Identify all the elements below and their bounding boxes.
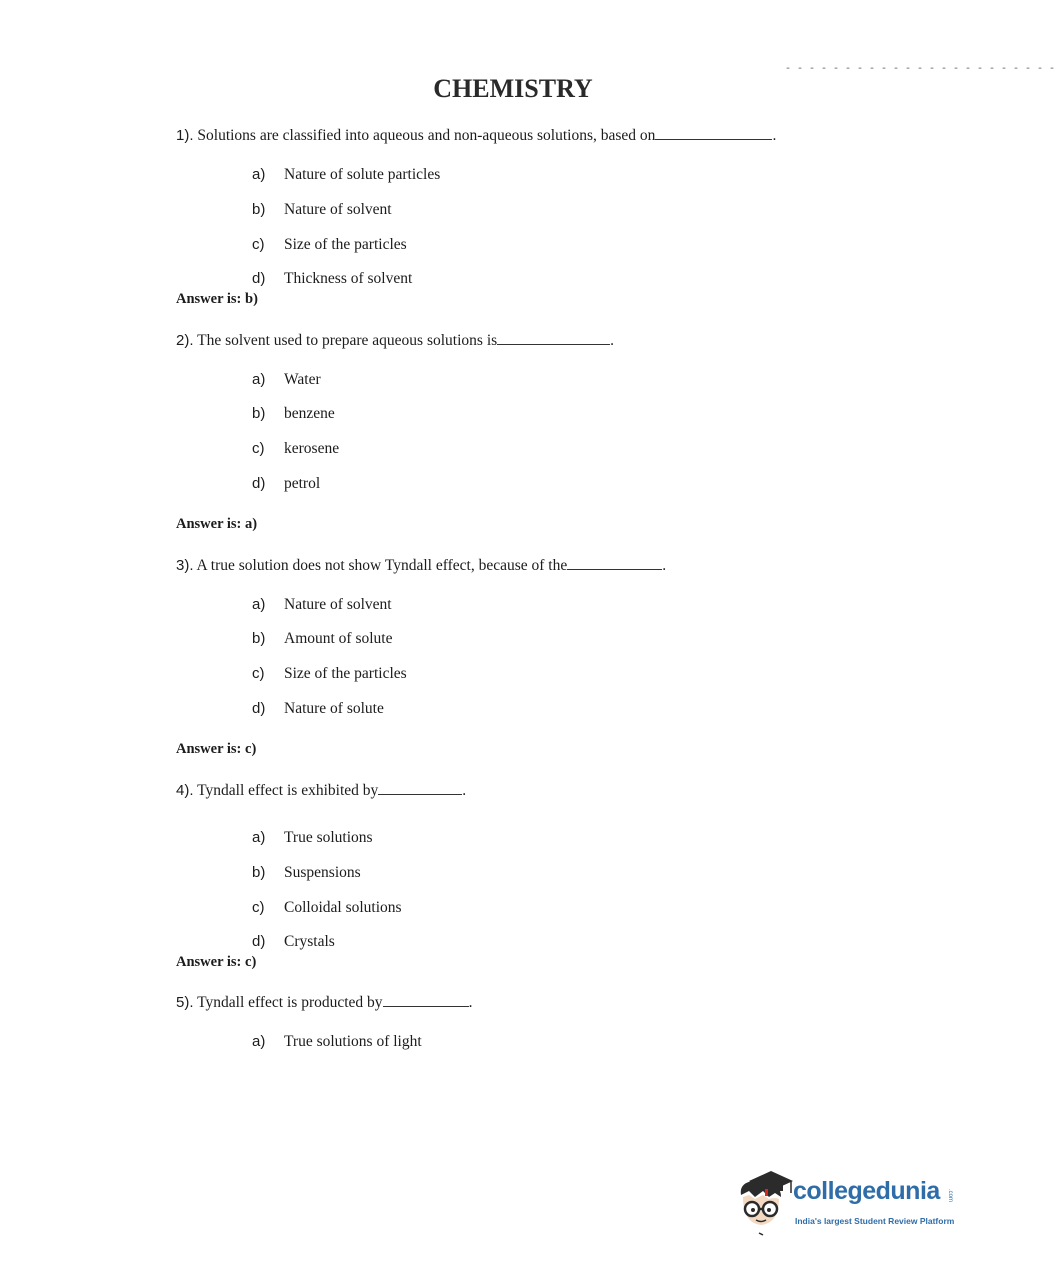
option-text: True solutions of light — [284, 1033, 422, 1050]
question-end: . — [462, 782, 467, 799]
logo-brand-name: collegedunia — [793, 1177, 940, 1205]
answer-1: Answer is: b) — [176, 291, 258, 307]
option-label: c) — [252, 665, 265, 682]
question-number: 1). — [176, 127, 194, 144]
option-text: Suspensions — [284, 864, 361, 881]
option-2b — [252, 404, 335, 424]
answer-blank — [655, 125, 772, 140]
option-text: True solutions — [284, 829, 373, 846]
option-2a — [252, 370, 321, 390]
option-5a — [252, 1032, 422, 1052]
option-text: Nature of solvent — [284, 596, 392, 613]
option-label: b) — [252, 201, 266, 218]
answer-blank — [383, 992, 469, 1007]
option-text: Water — [284, 371, 321, 388]
option-text: petrol — [284, 475, 321, 492]
option-label: a) — [252, 1033, 266, 1050]
question-end: . — [468, 994, 473, 1011]
answer-blank — [497, 330, 610, 345]
option-label: d) — [252, 270, 266, 287]
question-number: 4). — [176, 782, 194, 799]
option-text: benzene — [284, 405, 335, 422]
question-2 — [176, 330, 614, 351]
answer-blank — [378, 780, 462, 795]
option-2c — [252, 439, 339, 459]
option-label: b) — [252, 864, 266, 881]
question-text: Tyndall effect is exhibited by — [197, 782, 379, 799]
answer-blank — [567, 555, 662, 570]
answer-3: Answer is: c) — [176, 741, 257, 757]
student-mascot-icon — [735, 1167, 795, 1239]
option-1b — [252, 200, 392, 220]
option-1c — [252, 235, 407, 255]
question-number: 5). — [176, 994, 194, 1011]
option-text: Size of the particles — [284, 236, 407, 253]
question-3 — [176, 555, 666, 576]
option-3a — [252, 595, 392, 615]
option-text: Nature of solute — [284, 700, 384, 717]
question-end: . — [772, 127, 777, 144]
answer-4: Answer is: c) — [176, 954, 257, 970]
question-number: 3). — [176, 557, 194, 574]
logo-dotcom: .com — [947, 1189, 953, 1203]
option-1a — [252, 165, 440, 185]
option-text: Amount of solute — [284, 630, 393, 647]
option-label: c) — [252, 236, 265, 253]
option-text: Size of the particles — [284, 665, 407, 682]
question-text: A true solution does not show Tyndall effect, because of the — [196, 557, 568, 574]
option-3b — [252, 629, 393, 649]
option-text: Nature of solvent — [284, 201, 392, 218]
option-3c — [252, 664, 407, 684]
option-label: b) — [252, 405, 266, 422]
option-label: d) — [252, 700, 266, 717]
collegedunia-logo — [735, 1167, 965, 1239]
option-text: Colloidal solutions — [284, 899, 402, 916]
question-5 — [176, 992, 472, 1013]
question-text: Tyndall effect is producted by — [197, 994, 383, 1011]
option-label: c) — [252, 899, 265, 916]
option-text: Thickness of solvent — [284, 270, 413, 287]
option-3d — [252, 699, 384, 719]
option-label: d) — [252, 933, 266, 950]
logo-tagline: India's largest Student Review Platform — [795, 1216, 955, 1226]
option-4a — [252, 828, 373, 848]
option-text: kerosene — [284, 440, 340, 457]
option-label: a) — [252, 829, 266, 846]
answer-2: Answer is: a) — [176, 516, 258, 532]
option-2d — [252, 474, 320, 494]
page-title: CHEMISTRY — [433, 74, 593, 103]
option-4b — [252, 863, 361, 883]
option-label: b) — [252, 630, 266, 647]
option-label: d) — [252, 475, 266, 492]
question-end: . — [610, 332, 615, 349]
question-text: Solutions are classified into aqueous and non-aqueous solutions, based on — [197, 127, 656, 144]
option-label: a) — [252, 596, 266, 613]
option-4c — [252, 898, 402, 918]
option-label: a) — [252, 371, 266, 388]
option-label: c) — [252, 440, 265, 457]
question-number: 2). — [176, 332, 194, 349]
question-end: . — [662, 557, 667, 574]
option-label: a) — [252, 166, 266, 183]
question-text: The solvent used to prepare aqueous solutions is — [197, 332, 498, 349]
question-4 — [176, 780, 466, 801]
option-1d — [252, 269, 412, 289]
option-4d — [252, 932, 335, 952]
header-dash-line: - - - - - - - - - - - - - - - - - - - - - - - — [785, 64, 1055, 75]
option-text: Crystals — [284, 933, 335, 950]
option-text: Nature of solute particles — [284, 166, 441, 183]
question-1 — [176, 125, 776, 146]
